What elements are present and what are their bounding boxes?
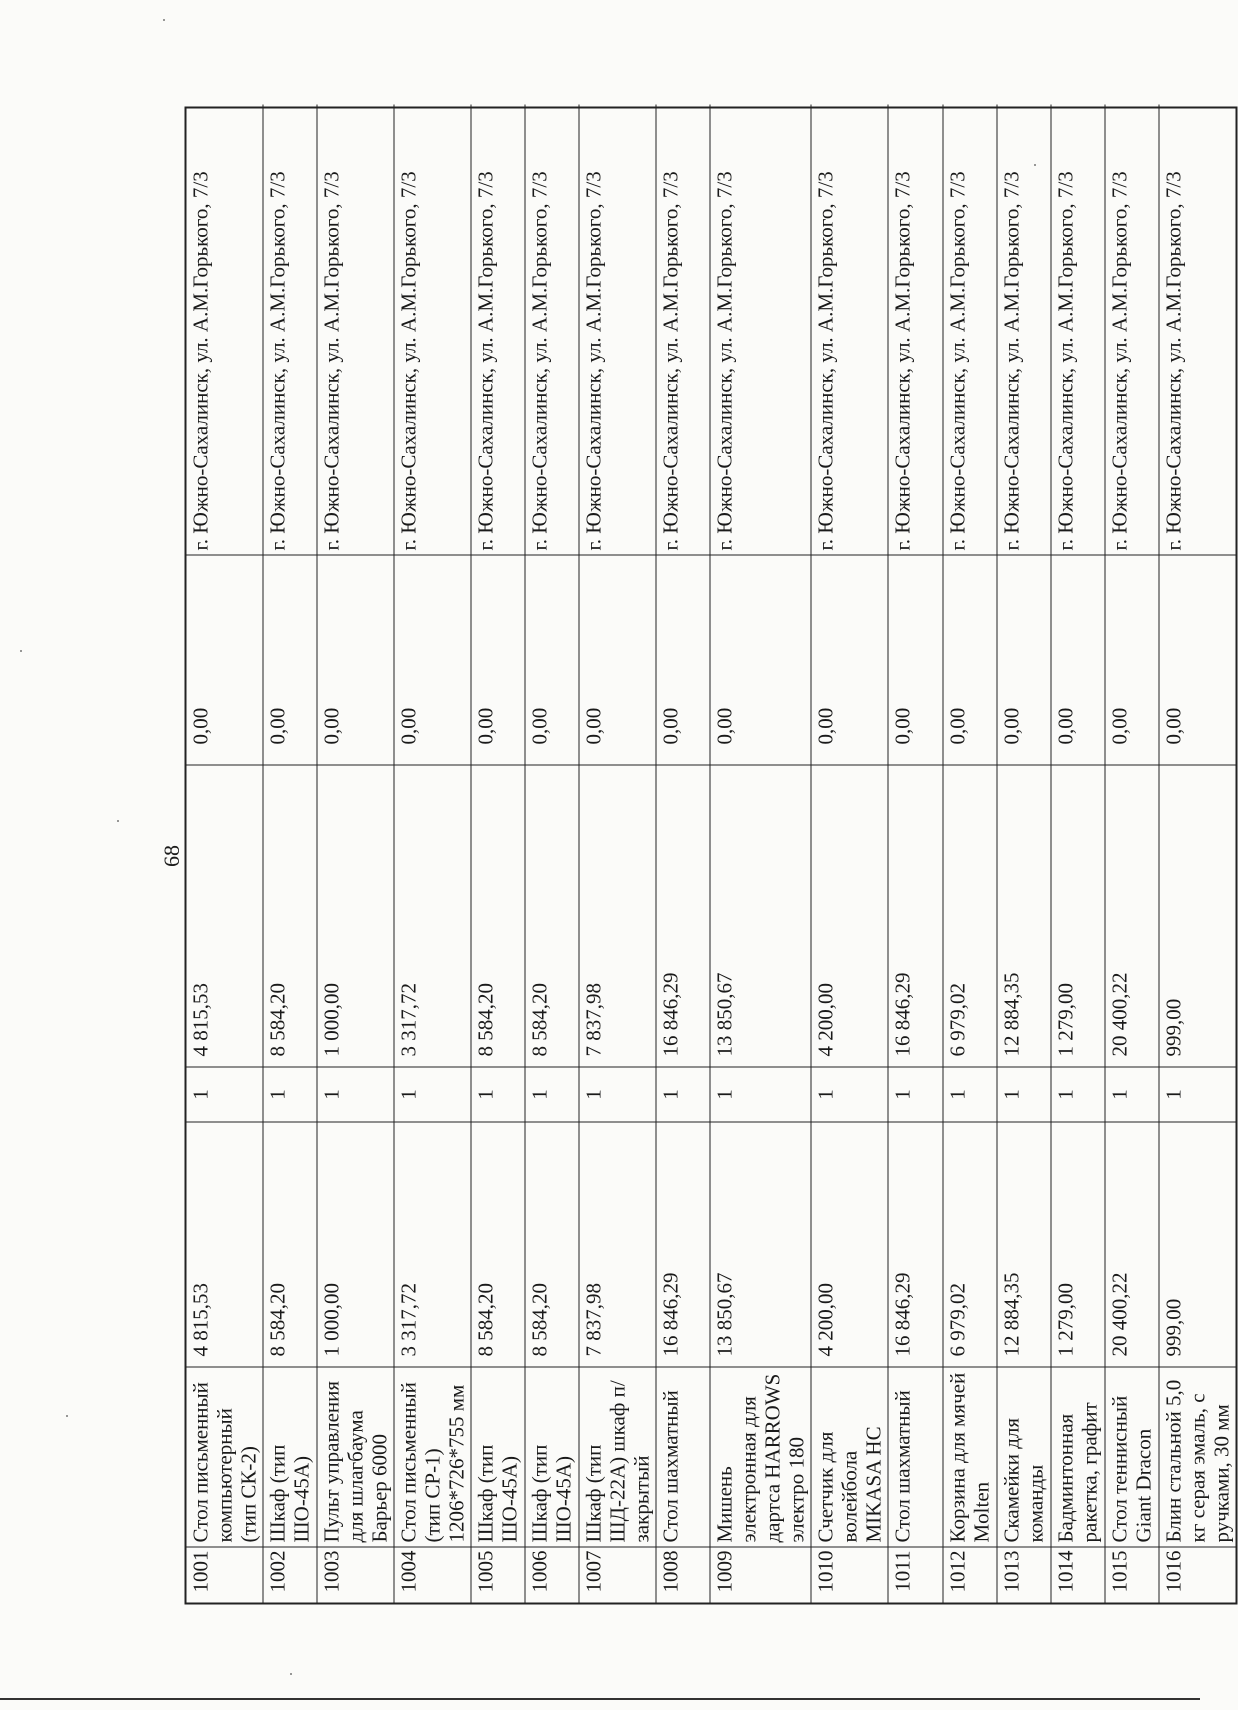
quantity-cell: 1 [711,1066,812,1121]
address-cell: г. Южно-Сахалинск, ул. А.М.Горького, 7/3 [943,104,997,554]
address-cell: г. Южно-Сахалинск, ул. А.М.Горького, 7/3 [318,104,395,554]
scan-speck [163,19,165,21]
item-name-cell: Блин стальной 5,0 кг серая эмаль, с ручками, 30 мм [1159,1366,1235,1546]
row-number-cell: 1012 [943,1546,997,1602]
item-name-cell: Шкаф (тип ШО-45А) [264,1366,318,1546]
quantity-cell: 1 [889,1066,943,1121]
row-number-cell: 1006 [526,1546,580,1602]
price-cell: 7 837,98 [580,1121,657,1366]
scan-speck [117,820,119,822]
price-cell: 4 200,00 [812,1121,889,1366]
item-name-cell: Бадминтонная ракетка, графит [1051,1366,1105,1546]
price-cell: 12 884,35 [997,1121,1051,1366]
residual-value-cell: 0,00 [395,554,472,764]
price-cell: 8 584,20 [264,1121,318,1366]
row-number-cell: 1013 [997,1546,1051,1602]
row-number-cell: 1015 [1105,1546,1159,1602]
row-number-cell: 1014 [1051,1546,1105,1602]
quantity-cell: 1 [1159,1066,1235,1121]
total-cell: 8 584,20 [526,764,580,1066]
price-cell: 20 400,22 [1105,1121,1159,1366]
residual-value-cell: 0,00 [943,554,997,764]
total-cell: 3 317,72 [395,764,472,1066]
total-cell: 20 400,22 [1105,764,1159,1066]
total-cell: 4 815,53 [187,764,264,1066]
total-cell: 8 584,20 [472,764,526,1066]
price-cell: 16 846,29 [657,1121,711,1366]
scan-speck [1034,164,1036,166]
row-number-cell: 1008 [657,1546,711,1602]
page-number: 68 [159,845,184,867]
item-name-cell: Мишень электронная для дартса HARROWS электро 180 [711,1366,812,1546]
total-cell: 4 200,00 [812,764,889,1066]
item-name-cell: Шкаф (тип ШО-45А) [472,1366,526,1546]
item-name-cell: Стол шахматный [657,1366,711,1546]
item-name-cell: Пульт управления для шлагбаума Барьер 6000 [318,1366,395,1546]
scan-edge-line [0,1698,1200,1700]
address-cell: г. Южно-Сахалинск, ул. А.М.Горького, 7/3 [264,104,318,554]
item-name-cell: Стол теннисный Giant Dracon [1105,1366,1159,1546]
price-cell: 8 584,20 [526,1121,580,1366]
item-name-cell: Стол шахматный [889,1366,943,1546]
price-cell: 3 317,72 [395,1121,472,1366]
price-cell: 1 279,00 [1051,1121,1105,1366]
quantity-cell: 1 [997,1066,1051,1121]
address-cell: г. Южно-Сахалинск, ул. А.М.Горького, 7/3 [472,104,526,554]
address-cell: г. Южно-Сахалинск, ул. А.М.Горького, 7/3 [711,104,812,554]
row-number-cell: 1002 [264,1546,318,1602]
item-name-cell: Счетчик для волейбола MIKASA HC [812,1366,889,1546]
residual-value-cell: 0,00 [657,554,711,764]
address-cell: г. Южно-Сахалинск, ул. А.М.Горького, 7/3 [1051,104,1105,554]
price-cell: 4 815,53 [187,1121,264,1366]
scan-speck [20,650,22,652]
address-cell: г. Южно-Сахалинск, ул. А.М.Горького, 7/3 [526,104,580,554]
scan-speck [290,1673,292,1675]
inventory-table [185,106,1238,1604]
residual-value-cell: 0,00 [1159,554,1235,764]
item-name-cell: Шкаф (тип ШД-22А) шкаф п/закрытый [580,1366,657,1546]
row-number-cell: 1003 [318,1546,395,1602]
total-cell: 7 837,98 [580,764,657,1066]
residual-value-cell: 0,00 [711,554,812,764]
address-cell: г. Южно-Сахалинск, ул. А.М.Горького, 7/3 [187,104,264,554]
quantity-cell: 1 [264,1066,318,1121]
total-cell: 1 000,00 [318,764,395,1066]
quantity-cell: 1 [318,1066,395,1121]
price-cell: 13 850,67 [711,1121,812,1366]
residual-value-cell: 0,00 [526,554,580,764]
row-number-cell: 1009 [711,1546,812,1602]
residual-value-cell: 0,00 [889,554,943,764]
total-cell: 8 584,20 [264,764,318,1066]
item-name-cell: Стол письменный (тип СР-1) 1206*726*755 мм [395,1366,472,1546]
total-cell: 13 850,67 [711,764,812,1066]
row-number-cell: 1007 [580,1546,657,1602]
residual-value-cell: 0,00 [264,554,318,764]
quantity-cell: 1 [526,1066,580,1121]
quantity-cell: 1 [812,1066,889,1121]
residual-value-cell: 0,00 [1105,554,1159,764]
total-cell: 16 846,29 [889,764,943,1066]
total-cell: 12 884,35 [997,764,1051,1066]
row-number-cell: 1005 [472,1546,526,1602]
price-cell: 999,00 [1159,1121,1235,1366]
address-cell: г. Южно-Сахалинск, ул. А.М.Горького, 7/3 [1105,104,1159,554]
scan-speck [66,1415,68,1417]
residual-value-cell: 0,00 [1051,554,1105,764]
quantity-cell: 1 [187,1066,264,1121]
total-cell: 999,00 [1159,764,1235,1066]
address-cell: г. Южно-Сахалинск, ул. А.М.Горького, 7/3 [812,104,889,554]
price-cell: 6 979,02 [943,1121,997,1366]
total-cell: 16 846,29 [657,764,711,1066]
price-cell: 1 000,00 [318,1121,395,1366]
residual-value-cell: 0,00 [997,554,1051,764]
quantity-cell: 1 [657,1066,711,1121]
row-number-cell: 1010 [812,1546,889,1602]
quantity-cell: 1 [943,1066,997,1121]
address-cell: г. Южно-Сахалинск, ул. А.М.Горького, 7/3 [1161,170,1186,550]
price-cell: 8 584,20 [472,1121,526,1366]
residual-value-cell: 0,00 [472,554,526,764]
total-cell: 1 279,00 [1051,764,1105,1066]
residual-value-cell: 0,00 [812,554,889,764]
row-number-cell: 1001 [187,1546,264,1602]
address-cell: г. Южно-Сахалинск, ул. А.М.Горького, 7/3 [997,104,1051,554]
residual-value-cell: 0,00 [580,554,657,764]
residual-value-cell: 0,00 [187,554,264,764]
address-cell: г. Южно-Сахалинск, ул. А.М.Горького, 7/3 [395,104,472,554]
item-name-cell: Шкаф (тип ШО-45А) [526,1366,580,1546]
quantity-cell: 1 [580,1066,657,1121]
item-name-cell: Скамейки для команды [997,1366,1051,1546]
address-cell: г. Южно-Сахалинск, ул. А.М.Горького, 7/3 [580,104,657,554]
item-name-cell: Стол письменный компьютерный (тип СК-2) [187,1366,264,1546]
price-cell: 16 846,29 [889,1121,943,1366]
quantity-cell: 1 [1105,1066,1159,1121]
row-number-cell: 1011 [889,1546,943,1602]
quantity-cell: 1 [395,1066,472,1121]
address-cell: г. Южно-Сахалинск, ул. А.М.Горького, 7/3 [657,104,711,554]
residual-value-cell: 0,00 [318,554,395,764]
total-cell: 6 979,02 [943,764,997,1066]
quantity-cell: 1 [472,1066,526,1121]
row-number-cell: 1004 [395,1546,472,1602]
row-number-cell: 1016 [1159,1546,1235,1602]
quantity-cell: 1 [1051,1066,1105,1121]
item-name-cell: Корзина для мячей Molten [943,1366,997,1546]
address-cell: г. Южно-Сахалинск, ул. А.М.Горького, 7/3 [889,104,943,554]
